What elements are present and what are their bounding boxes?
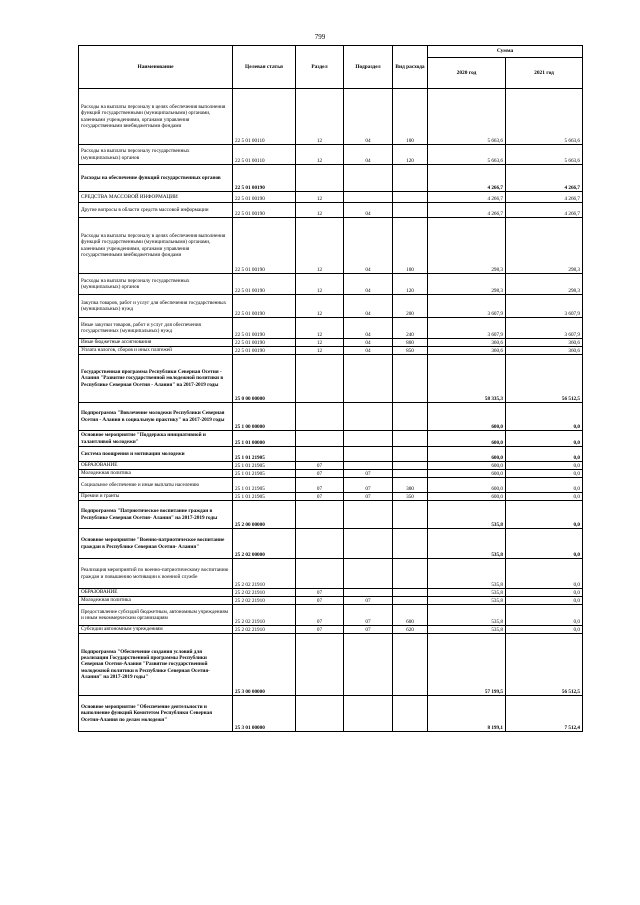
table-row: [79, 192, 583, 203]
row-amount-2020: 535,8: [428, 605, 506, 626]
row-name: Государственная программа Республики Северная Осетия - Алания "Развитие государственной молодежной политики в Республике Северная Осетия - Алания" на 2017-2019 годы: [79, 355, 233, 403]
row-target-code: 25 1 01 21905: [233, 447, 296, 462]
row-subsection: 07: [344, 478, 393, 493]
row-expense-type: 850: [393, 347, 428, 355]
table-row: [79, 559, 583, 589]
row-section: 12: [296, 89, 344, 145]
row-name: Иные закупки товаров, работ и услуг для обеспечения государственных (муниципальных) нужд: [79, 318, 233, 339]
row-subsection: [344, 559, 393, 589]
row-amount-2021: 7 512,4: [506, 696, 583, 732]
header-name: Наименование: [79, 46, 233, 89]
row-subsection: 04: [344, 318, 393, 339]
row-expense-type: 800: [393, 339, 428, 347]
row-target-code: 25 1 01 21905: [233, 462, 296, 470]
row-amount-2020: 360,6: [428, 339, 506, 347]
table-row: [79, 529, 583, 559]
row-amount-2021: 4 266,7: [506, 165, 583, 192]
row-amount-2021: 56 512,5: [506, 634, 583, 696]
row-expense-type: 240: [393, 318, 428, 339]
row-amount-2021: 0,0: [506, 626, 583, 634]
row-expense-type: [393, 589, 428, 597]
table-row: [79, 431, 583, 447]
row-section: [296, 431, 344, 447]
row-name: Основное мероприятие "Поддержка инициативной и талантливой молодежи": [79, 431, 233, 447]
row-name: ОБРАЗОВАНИЕ: [79, 589, 233, 597]
row-amount-2020: 600,0: [428, 493, 506, 501]
row-name: Премии и гранты: [79, 493, 233, 501]
row-subsection: 04: [344, 89, 393, 145]
table-row: [79, 274, 583, 295]
row-amount-2021: 4 266,7: [506, 203, 583, 218]
row-section: 12: [296, 145, 344, 165]
row-amount-2021: 3 607,9: [506, 318, 583, 339]
table-row: [79, 447, 583, 462]
row-expense-type: [393, 529, 428, 559]
row-amount-2020: 535,8: [428, 597, 506, 605]
row-amount-2021: 5 663,6: [506, 89, 583, 145]
row-section: 07: [296, 478, 344, 493]
row-amount-2021: 0,0: [506, 478, 583, 493]
row-expense-type: [393, 431, 428, 447]
row-expense-type: 350: [393, 493, 428, 501]
row-target-code: 22 5 01 00110: [233, 89, 296, 145]
row-target-code: 25 2 02 21910: [233, 597, 296, 605]
table-body: [79, 89, 583, 732]
row-name: Закупка товаров, работ и услуг для обеспечения государственных (муниципальных) нужд: [79, 295, 233, 318]
table-row: [79, 218, 583, 274]
table-row: [79, 501, 583, 529]
row-amount-2021: 0,0: [506, 501, 583, 529]
row-subsection: 04: [344, 347, 393, 355]
row-name: Иные бюджетные ассигнования: [79, 339, 233, 347]
table-row: [79, 493, 583, 501]
row-amount-2021: 298,3: [506, 218, 583, 274]
row-section: [296, 501, 344, 529]
row-name: Основное мероприятие "Военно-патриотическое воспитание граждан в Республике Северная Осетия- Алания": [79, 529, 233, 559]
row-section: [296, 165, 344, 192]
row-amount-2020: 4 266,7: [428, 192, 506, 203]
row-amount-2021: 0,0: [506, 559, 583, 589]
table-row: [79, 462, 583, 470]
row-section: [296, 696, 344, 732]
row-expense-type: [393, 559, 428, 589]
row-amount-2020: 600,0: [428, 431, 506, 447]
row-target-code: 25 3 01 00000: [233, 696, 296, 732]
row-section: [296, 355, 344, 403]
row-section: 07: [296, 589, 344, 597]
row-amount-2021: 0,0: [506, 447, 583, 462]
row-target-code: 25 2 00 00000: [233, 501, 296, 529]
row-name: Реализация мероприятий по военно-патриотическому воспитанию граждан и повышению мотивации к военной службе: [79, 559, 233, 589]
row-name: Молодежная политика: [79, 597, 233, 605]
row-amount-2020: 57 199,5: [428, 634, 506, 696]
row-amount-2021: 3 607,9: [506, 295, 583, 318]
row-expense-type: 300: [393, 478, 428, 493]
row-subsection: 04: [344, 203, 393, 218]
row-amount-2021: 298,3: [506, 274, 583, 295]
row-expense-type: 100: [393, 218, 428, 274]
row-amount-2020: 58 335,3: [428, 355, 506, 403]
row-target-code: 22 5 01 00190: [233, 318, 296, 339]
row-subsection: [344, 355, 393, 403]
header-sum: Сумма: [428, 46, 583, 58]
row-target-code: 25 1 01 00000: [233, 431, 296, 447]
row-section: 12: [296, 192, 344, 203]
row-amount-2021: 56 512,5: [506, 355, 583, 403]
header-row: [79, 46, 583, 58]
row-subsection: [344, 634, 393, 696]
row-section: 12: [296, 218, 344, 274]
row-expense-type: 620: [393, 626, 428, 634]
row-amount-2020: 535,8: [428, 559, 506, 589]
header-year-2020: 2020 год: [428, 58, 506, 89]
table-row: [79, 470, 583, 478]
row-expense-type: 100: [393, 89, 428, 145]
row-target-code: 22 5 01 00190: [233, 347, 296, 355]
row-subsection: 07: [344, 493, 393, 501]
row-name: Расходы на выплаты персоналу государственных (муниципальных) органов: [79, 274, 233, 295]
table-row: [79, 597, 583, 605]
table-row: [79, 165, 583, 192]
row-target-code: 25 2 02 00000: [233, 529, 296, 559]
row-subsection: [344, 431, 393, 447]
row-subsection: 04: [344, 145, 393, 165]
row-section: [296, 403, 344, 431]
row-subsection: [344, 589, 393, 597]
row-section: 07: [296, 493, 344, 501]
row-name: СРЕДСТВА МАССОВОЙ ИНФОРМАЦИИ: [79, 192, 233, 203]
row-section: [296, 559, 344, 589]
row-amount-2020: 5 663,6: [428, 89, 506, 145]
row-amount-2020: 600,0: [428, 462, 506, 470]
row-amount-2020: 4 266,7: [428, 203, 506, 218]
row-expense-type: 600: [393, 605, 428, 626]
row-amount-2020: 600,0: [428, 470, 506, 478]
row-expense-type: [393, 597, 428, 605]
row-amount-2021: 0,0: [506, 462, 583, 470]
row-amount-2020: 600,0: [428, 403, 506, 431]
row-expense-type: [393, 470, 428, 478]
row-name: Система поощрения и мотивации молодежи: [79, 447, 233, 462]
table-row: [79, 339, 583, 347]
row-amount-2021: 360,6: [506, 347, 583, 355]
row-amount-2020: 298,3: [428, 218, 506, 274]
row-name: Уплата налогов, сборов и иных платежей: [79, 347, 233, 355]
row-amount-2021: 4 266,7: [506, 192, 583, 203]
row-expense-type: 120: [393, 274, 428, 295]
table-row: [79, 355, 583, 403]
row-section: 07: [296, 626, 344, 634]
row-section: 12: [296, 339, 344, 347]
row-amount-2021: 0,0: [506, 431, 583, 447]
row-subsection: [344, 192, 393, 203]
row-expense-type: [393, 696, 428, 732]
row-amount-2020: 535,8: [428, 589, 506, 597]
row-name: Предоставление субсидий бюджетным, автономным учреждениям и иным некоммерческим организациям: [79, 605, 233, 626]
row-subsection: 07: [344, 597, 393, 605]
row-target-code: 22 5 01 00190: [233, 192, 296, 203]
row-subsection: [344, 462, 393, 470]
row-target-code: 25 2 02 21910: [233, 559, 296, 589]
row-amount-2021: 0,0: [506, 529, 583, 559]
row-amount-2020: 535,8: [428, 529, 506, 559]
row-expense-type: [393, 634, 428, 696]
row-amount-2020: 600,0: [428, 478, 506, 493]
row-name: Расходы на выплаты персоналу государственных (муниципальных) органов: [79, 145, 233, 165]
row-name: Расходы на выплаты персоналу в целях обеспечения выполнения функций государственными (муниципальными) органами, казенными учреждениями, органами управления государственными внебюджетными фондами: [79, 89, 233, 145]
row-amount-2021: 0,0: [506, 589, 583, 597]
row-amount-2021: 0,0: [506, 605, 583, 626]
row-target-code: 22 5 01 00190: [233, 295, 296, 318]
page-number: 799: [314, 33, 326, 41]
row-expense-type: [393, 462, 428, 470]
budget-table: [78, 45, 583, 732]
row-target-code: 22 5 01 00190: [233, 203, 296, 218]
row-name: Молодежная политика: [79, 470, 233, 478]
row-expense-type: [393, 192, 428, 203]
table-row: [79, 89, 583, 145]
row-subsection: [344, 696, 393, 732]
row-section: 07: [296, 605, 344, 626]
table-row: [79, 203, 583, 218]
row-target-code: 25 1 00 00000: [233, 403, 296, 431]
row-name: Расходы на выплаты персоналу в целях обеспечения выполнения функций государственными (муниципальными) органами, казенными учреждениями, органами управления государственными внебюджетными фондами: [79, 218, 233, 274]
row-expense-type: 200: [393, 295, 428, 318]
row-target-code: 25 0 00 00000: [233, 355, 296, 403]
row-name: Социальное обеспечение и иные выплаты населению: [79, 478, 233, 493]
row-section: 12: [296, 318, 344, 339]
row-section: 07: [296, 597, 344, 605]
row-name: Подпрограмма "Патриотическое воспитание граждан в Республике Северная Осетия- Алания" на 2017-2019 годы: [79, 501, 233, 529]
row-amount-2020: 8 199,1: [428, 696, 506, 732]
row-name: Расходы на обеспечение функций государственных органов: [79, 165, 233, 192]
row-amount-2020: 535,8: [428, 501, 506, 529]
row-target-code: 22 5 01 00190: [233, 274, 296, 295]
row-amount-2020: 360,6: [428, 347, 506, 355]
row-name: Основное мероприятие "Обеспечение деятельности и выполнение функций Комитетом Республики Северная Осетия-Алания по делам молодежи": [79, 696, 233, 732]
row-expense-type: 120: [393, 145, 428, 165]
row-name: Подпрограмма "Вовлечение молодежи Республики Северная Осетия - Алания в социальную практику" на 2017-2019 годы: [79, 403, 233, 431]
row-target-code: 25 2 02 21910: [233, 589, 296, 597]
row-section: [296, 529, 344, 559]
row-amount-2020: 298,3: [428, 274, 506, 295]
row-amount-2021: 0,0: [506, 597, 583, 605]
table-row: [79, 347, 583, 355]
row-amount-2021: 0,0: [506, 470, 583, 478]
row-target-code: 25 1 01 21905: [233, 493, 296, 501]
table-row: [79, 403, 583, 431]
row-subsection: 04: [344, 218, 393, 274]
row-subsection: [344, 529, 393, 559]
table-row: [79, 589, 583, 597]
row-expense-type: [393, 403, 428, 431]
row-subsection: 07: [344, 605, 393, 626]
row-expense-type: [393, 165, 428, 192]
row-target-code: 25 1 01 21905: [233, 470, 296, 478]
row-section: [296, 447, 344, 462]
row-section: 12: [296, 274, 344, 295]
header-section: Раздел: [296, 46, 344, 89]
row-amount-2020: 600,0: [428, 447, 506, 462]
row-amount-2020: 3 607,9: [428, 295, 506, 318]
row-amount-2020: 5 663,6: [428, 145, 506, 165]
row-target-code: 25 3 00 00000: [233, 634, 296, 696]
row-subsection: 07: [344, 470, 393, 478]
row-subsection: [344, 403, 393, 431]
row-amount-2020: 3 607,9: [428, 318, 506, 339]
row-subsection: [344, 165, 393, 192]
row-section: 12: [296, 203, 344, 218]
row-subsection: [344, 447, 393, 462]
table-row: [79, 145, 583, 165]
header-year-2021: 2021 год: [506, 58, 583, 89]
row-expense-type: [393, 355, 428, 403]
row-amount-2020: 535,8: [428, 626, 506, 634]
row-section: 12: [296, 295, 344, 318]
row-expense-type: [393, 501, 428, 529]
row-amount-2020: 4 266,7: [428, 165, 506, 192]
header-target: Целевая статья: [233, 46, 296, 89]
row-target-code: 22 5 01 00190: [233, 339, 296, 347]
table-row: [79, 634, 583, 696]
row-target-code: 22 5 01 00190: [233, 165, 296, 192]
row-section: 07: [296, 470, 344, 478]
row-expense-type: [393, 447, 428, 462]
row-name: ОБРАЗОВАНИЕ: [79, 462, 233, 470]
row-name: Субсидии автономным учреждениям: [79, 626, 233, 634]
row-section: 12: [296, 347, 344, 355]
row-subsection: [344, 501, 393, 529]
row-expense-type: [393, 203, 428, 218]
row-name: Другие вопросы в области средств массовой информации: [79, 203, 233, 218]
row-subsection: 04: [344, 274, 393, 295]
table-row: [79, 605, 583, 626]
row-name: Подпрограмма "Обеспечение создания условий для реализации Государственной программы Республики Северная Осетия-Алания "Развитие государственной молодежной политики в Республике Северная Осетия-Алания" на 2017-2019 годы": [79, 634, 233, 696]
row-amount-2021: 360,6: [506, 339, 583, 347]
row-subsection: 04: [344, 295, 393, 318]
row-target-code: 22 5 01 00110: [233, 145, 296, 165]
row-target-code: 25 2 02 21910: [233, 605, 296, 626]
table-row: [79, 696, 583, 732]
table-row: [79, 626, 583, 634]
row-target-code: 25 1 01 21905: [233, 478, 296, 493]
row-target-code: 22 5 01 00190: [233, 218, 296, 274]
table-row: [79, 478, 583, 493]
row-section: 07: [296, 462, 344, 470]
row-amount-2021: 5 663,6: [506, 145, 583, 165]
table-row: [79, 318, 583, 339]
table-row: [79, 295, 583, 318]
header-subsection: Подраздел: [344, 46, 393, 89]
row-amount-2021: 0,0: [506, 403, 583, 431]
row-amount-2021: 0,0: [506, 493, 583, 501]
row-section: [296, 634, 344, 696]
header-expense-type: Вид расхода: [393, 46, 428, 89]
row-subsection: 07: [344, 626, 393, 634]
row-subsection: 04: [344, 339, 393, 347]
row-target-code: 25 2 02 21910: [233, 626, 296, 634]
